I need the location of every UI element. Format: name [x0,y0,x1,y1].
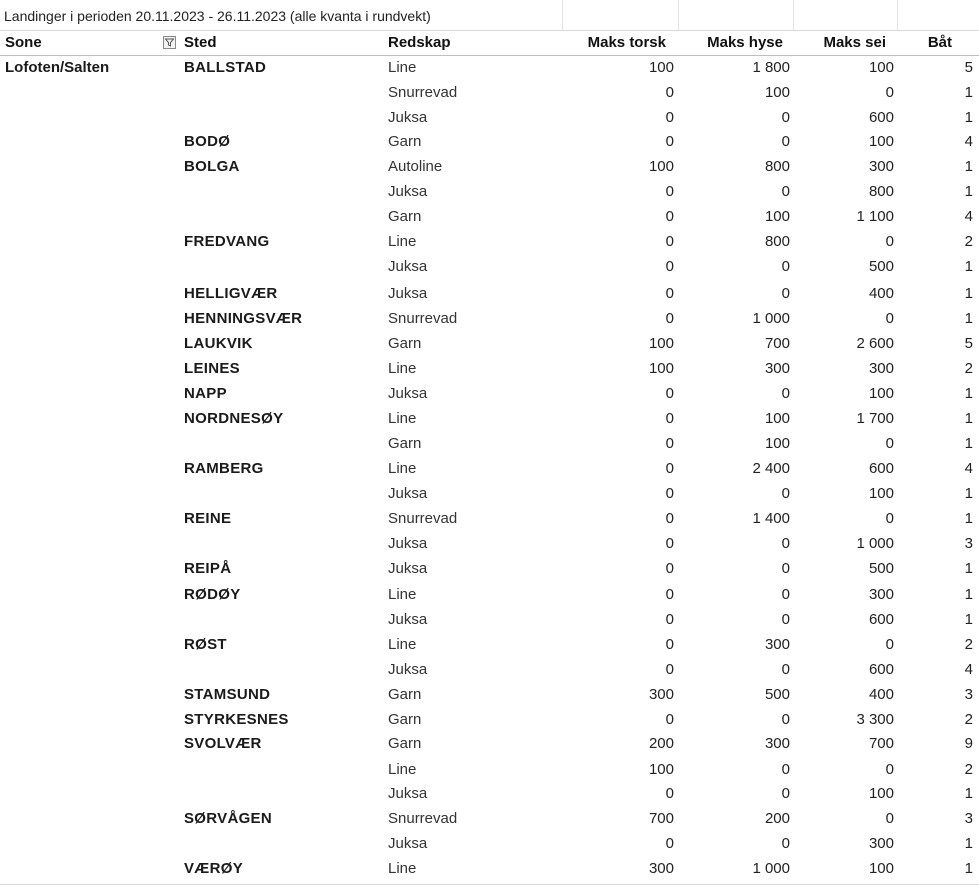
cell-maks-sei: 0 [885,761,894,778]
cell-maks-sei: 300 [868,586,894,603]
table-row [0,708,979,733]
cell-bat: 5 [964,59,973,76]
cell-sted: BOLGA [184,158,240,175]
cell-maks-hyse: 0 [781,258,790,275]
cell-bat: 1 [964,310,973,327]
cell-maks-hyse: 0 [781,586,790,603]
cell-redskap: Garn [388,335,422,352]
cell-maks-hyse: 0 [781,611,790,628]
cell-maks-sei: 300 [868,835,894,852]
cell-maks-sei: 0 [885,810,894,827]
table-row [0,205,979,230]
cell-redskap: Juksa [388,485,428,502]
cell-bat: 1 [964,560,973,577]
cell-sted: VÆRØY [184,860,244,877]
table-row [0,482,979,507]
header-maks-sei[interactable]: Maks sei [823,34,886,51]
header-bat[interactable]: Båt [927,34,952,51]
cell-maks-sei: 700 [868,735,894,752]
cell-maks-hyse: 300 [764,360,790,377]
cell-sted: FREDVANG [184,233,270,250]
table-row [0,532,979,557]
cell-sted: SØRVÅGEN [184,810,272,827]
cell-sted: NAPP [184,385,227,402]
cell-bat: 1 [964,435,973,452]
cell-maks-torsk: 0 [665,233,674,250]
cell-sted: HENNINGSVÆR [184,310,303,327]
table-row [0,758,979,783]
cell-maks-torsk: 0 [665,435,674,452]
cell-sted: STYRKESNES [184,711,289,728]
cell-redskap: Juksa [388,285,428,302]
table-row [0,56,979,81]
table-row [0,130,979,155]
cell-bat: 2 [964,360,973,377]
cell-bat: 4 [964,208,973,225]
cell-redskap: Juksa [388,258,428,275]
cell-sted: HELLIGVÆR [184,285,278,302]
cell-maks-torsk: 0 [665,835,674,852]
cell-sted: LAUKVIK [184,335,253,352]
cell-maks-sei: 0 [885,84,894,101]
cell-divider [562,0,563,30]
cell-maks-torsk: 0 [665,460,674,477]
cell-bat: 1 [964,285,973,302]
cell-bat: 4 [964,460,973,477]
cell-maks-hyse: 0 [781,285,790,302]
cell-redskap: Snurrevad [388,310,458,327]
table-row [0,432,979,457]
table-row [0,81,979,106]
table-row [0,583,979,608]
cell-maks-sei: 100 [868,59,894,76]
cell-maks-torsk: 0 [665,611,674,628]
cell-maks-torsk: 0 [665,661,674,678]
cell-maks-torsk: 100 [648,158,674,175]
cell-maks-sei: 600 [868,460,894,477]
cell-maks-hyse: 0 [781,711,790,728]
cell-maks-hyse: 0 [781,785,790,802]
cell-maks-sei: 100 [868,133,894,150]
cell-maks-sei: 500 [868,560,894,577]
cell-maks-sei: 600 [868,661,894,678]
cell-maks-torsk: 0 [665,183,674,200]
cell-maks-hyse: 800 [764,158,790,175]
table-row [0,382,979,407]
table-row [0,307,979,332]
cell-sted: REINE [184,510,232,527]
cell-maks-hyse: 100 [764,435,790,452]
cell-redskap: Juksa [388,661,428,678]
cell-maks-hyse: 1 400 [752,510,790,527]
cell-bat: 1 [964,410,973,427]
table-row [0,357,979,382]
cell-maks-torsk: 0 [665,636,674,653]
cell-maks-sei: 100 [868,785,894,802]
cell-maks-torsk: 0 [665,586,674,603]
cell-maks-torsk: 300 [648,686,674,703]
cell-redskap: Juksa [388,560,428,577]
table-row [0,106,979,131]
cell-divider [678,0,679,30]
cell-maks-hyse: 100 [764,84,790,101]
filter-icon[interactable] [163,36,176,49]
cell-maks-torsk: 700 [648,810,674,827]
cell-maks-hyse: 0 [781,109,790,126]
cell-redskap: Juksa [388,785,428,802]
cell-maks-torsk: 100 [648,360,674,377]
cell-redskap: Autoline [388,158,443,175]
cell-maks-torsk: 0 [665,208,674,225]
cell-bat: 2 [964,636,973,653]
cell-maks-hyse: 0 [781,183,790,200]
cell-maks-hyse: 200 [764,810,790,827]
cell-redskap: Garn [388,686,422,703]
cell-bat: 1 [964,183,973,200]
cell-sted: BODØ [184,133,231,150]
cell-bat: 2 [964,761,973,778]
cell-maks-sei: 3 300 [856,711,894,728]
cell-bat: 1 [964,785,973,802]
table-row [0,155,979,180]
table-row [0,633,979,658]
cell-maks-torsk: 0 [665,133,674,150]
cell-maks-hyse: 0 [781,761,790,778]
table-row [0,180,979,205]
cell-redskap: Line [388,360,417,377]
cell-bat: 2 [964,711,973,728]
cell-bat: 1 [964,109,973,126]
table-row [0,557,979,582]
cell-maks-sei: 500 [868,258,894,275]
cell-redskap: Garn [388,435,422,452]
cell-bat: 1 [964,258,973,275]
cell-redskap: Garn [388,208,422,225]
cell-redskap: Line [388,586,417,603]
cell-maks-sei: 1 700 [856,410,894,427]
cell-maks-hyse: 100 [764,410,790,427]
cell-bat: 1 [964,84,973,101]
cell-maks-torsk: 0 [665,385,674,402]
cell-maks-torsk: 100 [648,761,674,778]
cell-maks-hyse: 0 [781,385,790,402]
cell-divider [897,0,898,30]
cell-sted: REIPÅ [184,560,232,577]
cell-maks-torsk: 0 [665,258,674,275]
cell-bat: 4 [964,133,973,150]
cell-divider [793,0,794,30]
cell-redskap: Juksa [388,385,428,402]
cell-bat: 3 [964,686,973,703]
table-row [0,407,979,432]
table-row [0,457,979,482]
cell-bat: 1 [964,860,973,877]
cell-bat: 1 [964,158,973,175]
table-row [0,507,979,532]
table-row [0,230,979,255]
cell-maks-hyse: 1 800 [752,59,790,76]
column-header-row [0,31,979,56]
cell-maks-hyse: 1 000 [752,310,790,327]
cell-maks-sei: 600 [868,611,894,628]
table-row [0,782,979,807]
cell-bat: 5 [964,335,973,352]
cell-redskap: Line [388,233,417,250]
cell-maks-sei: 0 [885,233,894,250]
cell-maks-sei: 800 [868,183,894,200]
cell-maks-torsk: 100 [648,59,674,76]
cell-bat: 1 [964,611,973,628]
cell-sted: BALLSTAD [184,59,267,76]
table-bottom-border [0,884,979,885]
cell-redskap: Garn [388,735,422,752]
cell-maks-hyse: 100 [764,208,790,225]
cell-redskap: Juksa [388,183,428,200]
cell-redskap: Line [388,860,417,877]
table-row [0,857,979,882]
cell-maks-hyse: 0 [781,535,790,552]
cell-maks-torsk: 0 [665,410,674,427]
cell-maks-sei: 2 600 [856,335,894,352]
table-row [0,658,979,683]
cell-redskap: Line [388,410,417,427]
cell-maks-sei: 100 [868,860,894,877]
cell-sted: LEINES [184,360,240,377]
report-title: Landinger i perioden 20.11.2023 - 26.11.2023 (alle kvanta i rundvekt) [4,8,431,24]
cell-maks-torsk: 0 [665,485,674,502]
table-row [0,608,979,633]
cell-maks-sei: 1 000 [856,535,894,552]
cell-maks-sei: 100 [868,385,894,402]
cell-maks-hyse: 300 [764,636,790,653]
cell-maks-sei: 400 [868,285,894,302]
cell-maks-sei: 0 [885,510,894,527]
cell-maks-sei: 100 [868,485,894,502]
cell-maks-torsk: 200 [648,735,674,752]
cell-bat: 2 [964,233,973,250]
cell-redskap: Line [388,636,417,653]
cell-bat: 1 [964,485,973,502]
cell-maks-hyse: 1 000 [752,860,790,877]
cell-redskap: Juksa [388,835,428,852]
header-redskap[interactable]: Redskap [388,34,451,51]
table-row [0,732,979,757]
cell-maks-hyse: 0 [781,560,790,577]
table-row [0,807,979,832]
cell-maks-torsk: 300 [648,860,674,877]
cell-redskap: Line [388,761,417,778]
cell-maks-hyse: 800 [764,233,790,250]
cell-sted: RØDØY [184,586,241,603]
cell-maks-hyse: 500 [764,686,790,703]
table-row [0,832,979,857]
cell-sone: Lofoten/Salten [5,59,110,76]
header-sone[interactable]: Sone [5,34,42,51]
report-title-bar [0,0,979,31]
cell-bat: 1 [964,835,973,852]
header-maks-hyse[interactable]: Maks hyse [707,34,783,51]
table-row [0,282,979,307]
cell-maks-hyse: 0 [781,835,790,852]
cell-maks-sei: 600 [868,109,894,126]
cell-redskap: Snurrevad [388,84,458,101]
cell-redskap: Garn [388,133,422,150]
cell-bat: 1 [964,586,973,603]
cell-redskap: Juksa [388,535,428,552]
cell-sted: NORDNESØY [184,410,284,427]
cell-sted: SVOLVÆR [184,735,262,752]
cell-bat: 4 [964,661,973,678]
cell-maks-hyse: 0 [781,485,790,502]
cell-redskap: Line [388,59,417,76]
cell-maks-sei: 0 [885,310,894,327]
cell-redskap: Garn [388,711,422,728]
table-row [0,683,979,708]
header-maks-torsk[interactable]: Maks torsk [587,34,666,51]
cell-bat: 3 [964,810,973,827]
cell-maks-torsk: 100 [648,335,674,352]
cell-maks-torsk: 0 [665,109,674,126]
cell-maks-hyse: 0 [781,133,790,150]
cell-maks-hyse: 2 400 [752,460,790,477]
cell-bat: 1 [964,510,973,527]
cell-maks-torsk: 0 [665,84,674,101]
cell-maks-torsk: 0 [665,285,674,302]
cell-maks-torsk: 0 [665,510,674,527]
cell-maks-sei: 1 100 [856,208,894,225]
cell-bat: 3 [964,535,973,552]
table-row [0,332,979,357]
cell-maks-hyse: 0 [781,661,790,678]
cell-redskap: Line [388,460,417,477]
cell-bat: 9 [964,735,973,752]
cell-maks-hyse: 700 [764,335,790,352]
header-sted[interactable]: Sted [184,34,217,51]
cell-sted: RØST [184,636,227,653]
cell-redskap: Snurrevad [388,810,458,827]
cell-bat: 1 [964,385,973,402]
cell-redskap: Snurrevad [388,510,458,527]
cell-sted: RAMBERG [184,460,264,477]
cell-maks-torsk: 0 [665,535,674,552]
cell-sted: STAMSUND [184,686,271,703]
cell-maks-sei: 300 [868,158,894,175]
cell-redskap: Juksa [388,611,428,628]
cell-maks-sei: 0 [885,435,894,452]
cell-maks-torsk: 0 [665,711,674,728]
cell-maks-torsk: 0 [665,310,674,327]
cell-maks-sei: 400 [868,686,894,703]
cell-maks-sei: 0 [885,636,894,653]
cell-maks-torsk: 0 [665,560,674,577]
cell-maks-hyse: 300 [764,735,790,752]
cell-maks-torsk: 0 [665,785,674,802]
cell-redskap: Juksa [388,109,428,126]
table-row [0,255,979,280]
cell-maks-sei: 300 [868,360,894,377]
